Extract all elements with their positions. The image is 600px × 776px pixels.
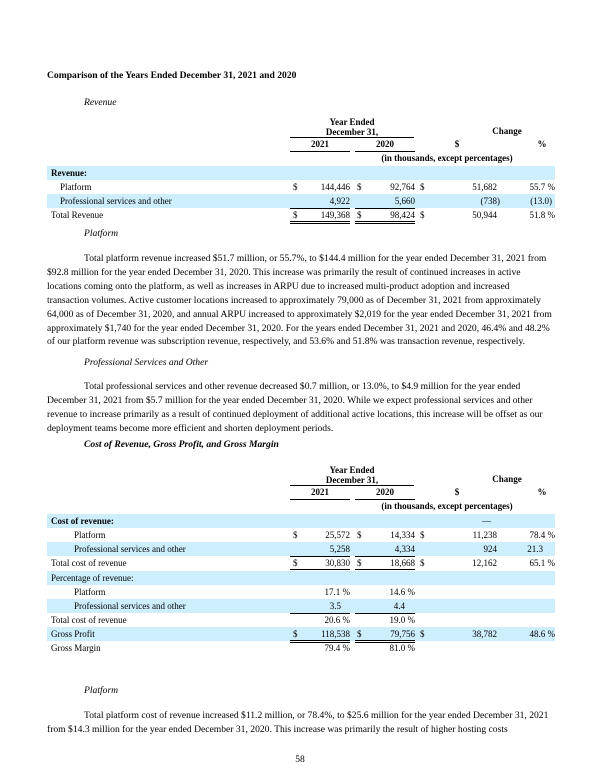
row-label: Gross Margin bbox=[51, 642, 101, 653]
revenue-table bbox=[47, 118, 555, 218]
page-number: 58 bbox=[295, 754, 305, 765]
platform-cost-subheading: Platform bbox=[84, 685, 119, 696]
value-2020: 4.4 bbox=[393, 600, 405, 611]
currency-symbol: $ bbox=[293, 557, 298, 568]
table-row bbox=[47, 613, 555, 627]
total-double-rule bbox=[355, 221, 415, 224]
value-2021: 4,922 bbox=[329, 195, 350, 206]
platform-subheading: Platform bbox=[84, 228, 119, 239]
header-change: Change bbox=[492, 126, 522, 136]
header-year-ended-line1: Year Ended bbox=[329, 465, 375, 475]
currency-symbol: $ bbox=[357, 557, 362, 568]
section-heading: Comparison of the Years Ended December 31, 2021 and 2020 bbox=[47, 70, 297, 81]
row-label: Revenue: bbox=[51, 167, 87, 178]
header-rule-2021 bbox=[290, 151, 350, 152]
row-label: Professional services and other bbox=[74, 543, 186, 554]
value-2021: 30,830 bbox=[325, 557, 350, 568]
row-label: Percentage of revenue: bbox=[51, 572, 134, 583]
change-percent: 78.4 % bbox=[529, 529, 555, 540]
table-row bbox=[47, 556, 555, 570]
professional-subheading: Professional Services and Other bbox=[84, 357, 209, 368]
change-value: 38,782 bbox=[472, 628, 497, 639]
table-row bbox=[47, 514, 555, 528]
currency-symbol: $ bbox=[420, 181, 425, 192]
header-change: Change bbox=[492, 474, 522, 484]
table-row bbox=[47, 542, 555, 556]
header-year-ended bbox=[290, 466, 414, 485]
currency-symbol: $ bbox=[420, 209, 425, 220]
header-rule-2020 bbox=[355, 151, 415, 152]
change-value: 50,944 bbox=[472, 209, 497, 220]
row-label: Cost of revenue: bbox=[51, 515, 114, 526]
value-2021: 149,368 bbox=[320, 209, 350, 220]
currency-symbol: $ bbox=[293, 181, 298, 192]
value-2021: 144,446 bbox=[320, 181, 350, 192]
change-percent: 51.8 % bbox=[529, 209, 555, 220]
table-row bbox=[47, 194, 555, 208]
value-2020: 92,764 bbox=[390, 181, 415, 192]
cost-table bbox=[47, 466, 555, 666]
units-note: (in thousands, except percentages) bbox=[381, 153, 513, 163]
table-row bbox=[47, 585, 555, 599]
value-2021: 79.4 % bbox=[324, 642, 350, 653]
currency-symbol: $ bbox=[293, 628, 298, 639]
header-2020: 2020 bbox=[376, 139, 394, 149]
header-2021: 2021 bbox=[311, 139, 329, 149]
row-label: Platform bbox=[74, 586, 106, 597]
value-2020: 14,334 bbox=[390, 529, 415, 540]
value-2021: 20.6 % bbox=[324, 614, 350, 625]
change-value: 11,238 bbox=[472, 529, 497, 540]
value-2021: 118,538 bbox=[321, 628, 350, 639]
header-percent: % bbox=[537, 139, 547, 149]
header-rule-2020 bbox=[355, 499, 415, 500]
change-percent: 55.7 % bbox=[529, 181, 555, 192]
value-2020: 18,668 bbox=[390, 557, 415, 568]
row-label: Platform bbox=[60, 181, 92, 192]
table-row bbox=[47, 208, 555, 222]
value-2020: 4,334 bbox=[394, 543, 415, 554]
currency-symbol: $ bbox=[293, 529, 298, 540]
value-2020: 14.6 % bbox=[389, 586, 415, 597]
platform-paragraph: Total platform revenue increased $51.7 million, or 55.7%, to $144.4 million for the year ended December 31, 2021 from $92.8 million for the year ended December 31, 2020. This increase was primarily the result of continued increases in active locations coming onto the platform, as well as increases in ARPU due to increased multi-product adoption and increased transaction volumes. Active customer locations increased to approximately 79,000 as of December 31, 2021 from approximately 64,000 as of December 31, 2020, and annual ARPU increased to approximately $2,019 for the year ended December 31, 2021 from approximately $1,740 for the year ended December 31, 2020. For the years ended December 31, 2021 and 2020, 46.4% and 48.2% of our platform revenue was subscription revenue, respectively, and 53.6% and 51.8% was transaction revenue, respectively. bbox=[47, 253, 552, 348]
change-value: 924 bbox=[483, 543, 497, 554]
header-year-ended-line2: December 31, bbox=[325, 474, 379, 485]
change-percent: 65.1 % bbox=[529, 557, 555, 568]
revenue-subheading: Revenue bbox=[84, 97, 117, 108]
header-year-ended-line2: December 31, bbox=[325, 126, 379, 137]
currency-symbol: $ bbox=[293, 209, 298, 220]
header-year-ended-line1: Year Ended bbox=[329, 117, 375, 127]
value-2021: 25,572 bbox=[325, 529, 350, 540]
currency-symbol: $ bbox=[420, 557, 425, 568]
change-value: 12,162 bbox=[472, 557, 497, 568]
professional-paragraph: Total professional services and other revenue decreased $0.7 million, or 13.0%, to $4.9 million for the year ended December 31, 2021 from $5.7 million for the year ended December 31, 2020. While we expect professional services and other revenue to increase primarily as a result of continued deployment of additional active locations, this increase will be offset as our deployment teams become more efficient and shorten deployment periods. bbox=[47, 381, 543, 434]
header-dollar: $ bbox=[454, 487, 460, 497]
change-percent: 48.6 % bbox=[529, 628, 555, 639]
header-dollar: $ bbox=[454, 139, 460, 149]
table-row bbox=[47, 571, 555, 585]
value-2020: 98,424 bbox=[390, 209, 415, 220]
change-value: 51,682 bbox=[472, 181, 497, 192]
table-row bbox=[47, 166, 555, 180]
currency-symbol: $ bbox=[357, 209, 362, 220]
row-label: Total cost of revenue bbox=[51, 557, 127, 568]
header-rule-2021 bbox=[290, 499, 350, 500]
units-note: (in thousands, except percentages) bbox=[381, 501, 513, 511]
header-year-ended bbox=[290, 118, 414, 137]
platform-cost-paragraph: Total platform cost of revenue increased $11.2 million, or 78.4%, to $25.6 million for the year ended December 31, 2021 from $14.3 million for the year ended December 31, 2020. This increase was primarily the result of higher hosting costs bbox=[47, 710, 549, 735]
row-label: Total cost of revenue bbox=[51, 614, 127, 625]
value-2020: 5,660 bbox=[394, 195, 415, 206]
header-2021: 2021 bbox=[311, 487, 329, 497]
change-percent: (13.0) bbox=[530, 195, 552, 206]
row-label: Platform bbox=[74, 529, 106, 540]
header-percent: % bbox=[537, 487, 547, 497]
row-label: Gross Profit bbox=[51, 628, 95, 639]
table-row bbox=[47, 627, 555, 641]
currency-symbol: $ bbox=[420, 529, 425, 540]
currency-symbol: $ bbox=[357, 181, 362, 192]
currency-symbol: $ bbox=[357, 529, 362, 540]
value-2021: 17.1 % bbox=[324, 586, 350, 597]
value-2020: 79,756 bbox=[390, 628, 415, 639]
header-rule bbox=[290, 485, 414, 486]
row-label: Total Revenue bbox=[51, 209, 104, 220]
table-row bbox=[47, 641, 555, 655]
value-2020: 19.0 % bbox=[389, 614, 415, 625]
change-value: (738) bbox=[480, 195, 500, 206]
change-value: — bbox=[482, 515, 491, 526]
header-rule bbox=[290, 137, 414, 138]
change-percent: 21.3 bbox=[527, 543, 543, 554]
row-label: Professional services and other bbox=[74, 600, 186, 611]
cost-subheading: Cost of Revenue, Gross Profit, and Gross Margin bbox=[84, 439, 279, 450]
value-2021: 3.5 bbox=[329, 600, 341, 611]
row-label: Professional services and other bbox=[60, 195, 172, 206]
total-double-rule bbox=[290, 221, 350, 224]
value-2021: 5,258 bbox=[329, 543, 350, 554]
currency-symbol: $ bbox=[420, 628, 425, 639]
table-row bbox=[47, 180, 555, 194]
currency-symbol: $ bbox=[357, 628, 362, 639]
value-2020: 81.0 % bbox=[389, 642, 415, 653]
header-2020: 2020 bbox=[376, 487, 394, 497]
table-row bbox=[47, 528, 555, 542]
table-row bbox=[47, 599, 555, 613]
